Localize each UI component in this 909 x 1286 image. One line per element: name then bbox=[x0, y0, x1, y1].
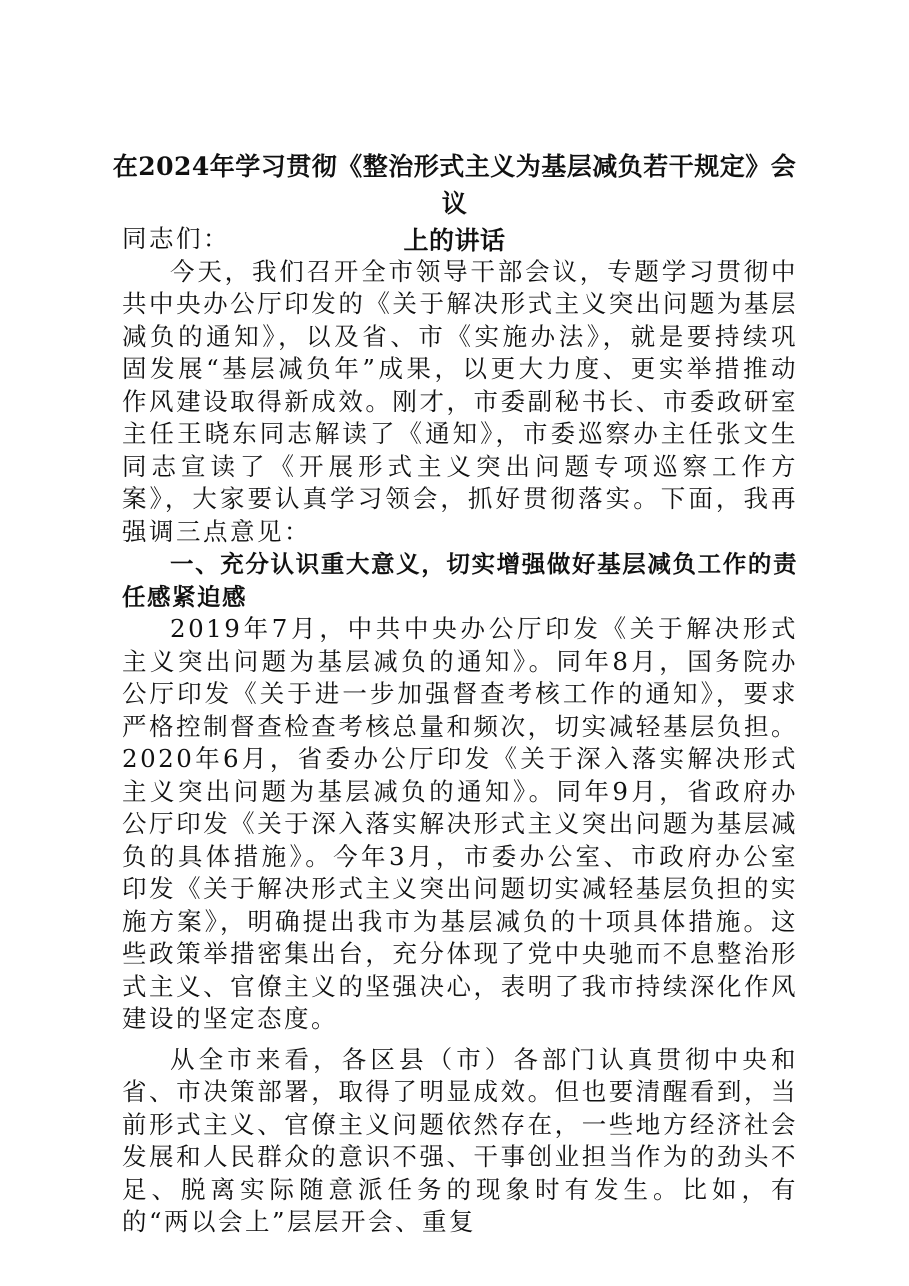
paragraph-policy-history: 2019年7月，中共中央办公厅印发《关于解决形式主义突出问题为基层减负的通知》。同年8月，国务院办公厅印发《关于进一步加强督查考核工作的通知》，要求严格控制督查检查考核总量和频次，切实减轻基层负担。2020年6月，省委办公厅印发《关于深入落实解决形式主义突出问题为基层减负的通知》。同年9月，省政府办公厅印发《关于深入落实解决形式主义突出问题为基层减负的具体措施》。今年3月，市委办公室、市政府办公室印发《关于解决形式主义突出问题切实减轻基层负担的实施方案》，明确提出我市为基层减负的十项具体措施。这些政策举措密集出台，充分体现了党中央驰而不息整治形式主义、官僚主义的坚强决心，表明了我市持续深化作风建设的坚定态度。 bbox=[122, 614, 798, 1033]
title-line-1: 在2024年学习贯彻《整治形式主义为基层减负若干规定》会议 bbox=[112, 152, 797, 218]
paragraph-current-situation: 从全市来看，各区县（市）各部门认真贯彻中央和省、市决策部署，取得了明显成效。但也要清醒看到，当前形式主义、官僚主义问题依然存在，一些地方经济社会发展和人民群众的意识不强、干事创业担当作为的劲头不足、脱离实际随意派任务的现象时有发生。比如，有的“两以会上”层层开会、重复 bbox=[122, 1044, 798, 1236]
section-heading-1: 一、充分认识重大意义，切实增强做好基层减负工作的责任感紧迫感 bbox=[122, 550, 798, 611]
title-line-2: 上的讲话 bbox=[403, 226, 506, 255]
intro-paragraph: 今天，我们召开全市领导干部会议，专题学习贯彻中共中央办公厅印发的《关于解决形式主义突出问题为基层减负的通知》，以及省、市《实施办法》，就是要持续巩固发展“基层减负年”成果，以更大力度、更实举措推动作风建设取得新成效。刚才，市委副秘书长、市委政研室主任王晓东同志解读了《通知》，市委巡察办主任张文生同志宣读了《开展形式主义突出问题专项巡察工作方案》，大家要认真学习领会，抓好贯彻落实。下面，我再强调三点意见： bbox=[122, 256, 798, 546]
document-body bbox=[122, 223, 798, 1239]
salutation: 同志们： bbox=[122, 224, 230, 253]
